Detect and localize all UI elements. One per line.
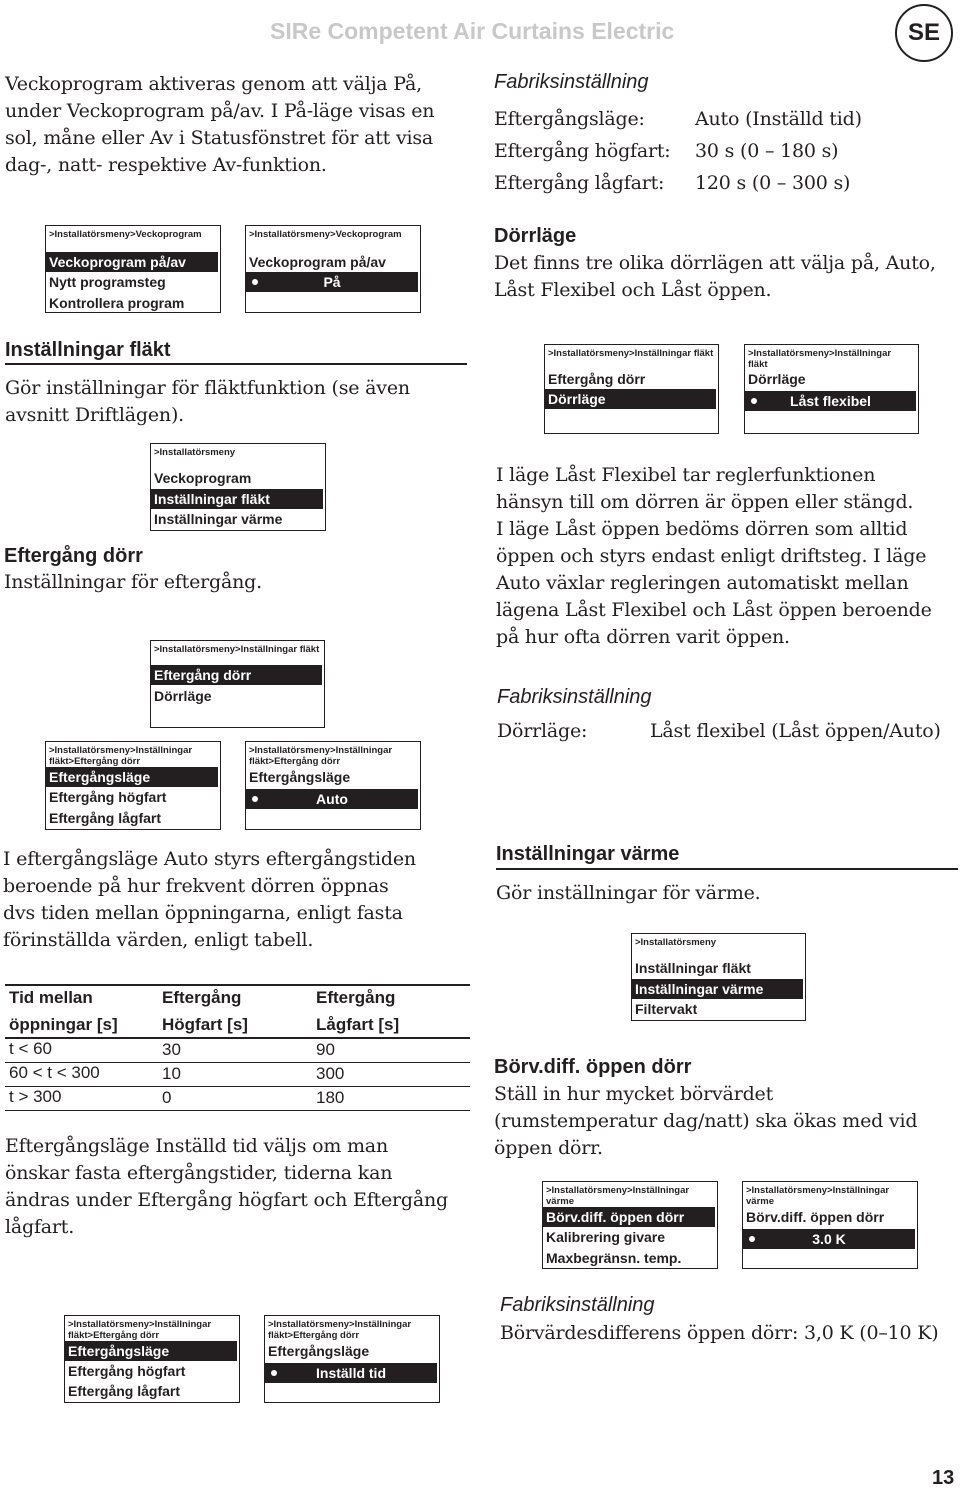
display-screen-door-delay-2 (64, 1315, 240, 1403)
menu-path: >Installatörsmeny>Inställningar (249, 745, 393, 756)
menu-path: >Installatörsmeny>Inställningar (746, 1185, 890, 1196)
factory-label: Eftergångsläge: (494, 108, 645, 130)
menu-value-selected[interactable] (246, 789, 418, 809)
table-row-rule (5, 1086, 470, 1087)
bullet-icon (751, 398, 757, 404)
section-rule (496, 868, 958, 870)
door-mode-desc-line: hänsyn till om dörren är öppen eller stängd. (496, 491, 914, 513)
menu-item-selected[interactable]: Dörrläge (545, 389, 716, 409)
menu-item[interactable]: Eftergång högfart (49, 789, 167, 805)
door-delay-heading: Eftergång dörr (4, 545, 143, 567)
menu-item-selected[interactable]: Eftergång dörr (151, 665, 322, 685)
auto-mode-line: I eftergångsläge Auto styrs eftergångstiden (3, 848, 416, 870)
menu-path: >Installatörsmeny>Inställningar fläkt (548, 348, 714, 359)
menu-item-selected[interactable]: Eftergångsläge (65, 1341, 237, 1361)
menu-value-selected[interactable] (745, 391, 916, 411)
display-screen-door-mode (744, 344, 919, 434)
menu-item-selected[interactable]: Börv.diff. öppen dörr (543, 1207, 715, 1227)
door-mode-line: Det finns tre olika dörrlägen att välja på, Auto, (494, 252, 936, 274)
menu-item-selected[interactable]: Veckoprogram på/av (46, 252, 218, 272)
intro-line: sol, måne eller Av i Statusfönstret för att visa (5, 127, 434, 149)
menu-path: >Installatörsmeny (154, 447, 236, 458)
door-mode-desc-line: Auto växlar regleringen automatiskt mellan (496, 572, 909, 594)
menu-path-cont: värme (546, 1196, 574, 1207)
door-mode-heading: Dörrläge (494, 225, 577, 247)
setpoint-heading: Börv.diff. öppen dörr (494, 1056, 692, 1078)
section-rule (5, 363, 467, 365)
bullet-icon (749, 1236, 755, 1242)
factory-door-mode-value: Låst flexibel (Låst öppen/Auto) (650, 720, 941, 742)
menu-value-label: 3.0 K (812, 1231, 846, 1247)
table-cell: 10 (162, 1064, 181, 1083)
menu-title: Eftergångsläge (249, 769, 351, 785)
menu-value-label: På (323, 274, 341, 290)
menu-path-cont: fläkt>Eftergång dörr (268, 1330, 360, 1341)
heat-settings-heading: Inställningar värme (496, 843, 680, 865)
menu-value-label: Låst flexibel (790, 393, 871, 409)
display-screen-weekly-program (45, 225, 221, 313)
menu-item-selected[interactable]: Inställningar värme (632, 979, 803, 999)
menu-value-label: Inställd tid (316, 1365, 386, 1381)
bullet-icon (271, 1370, 277, 1376)
menu-title: Dörrläge (748, 371, 806, 387)
factory-value: 30 s (0 – 180 s) (695, 140, 839, 162)
door-mode-desc-line: lägena Låst Flexibel och Låst öppen beroende (496, 599, 932, 621)
intro-line: under Veckoprogram på/av. I På-läge visas en (5, 100, 435, 122)
display-screen-door-delay (45, 741, 221, 830)
door-mode-desc-line: I läge Låst öppen bedöms dörren som alltid (496, 518, 908, 540)
menu-value-selected[interactable] (743, 1229, 915, 1249)
table-header-cell: Högfart [s] (162, 1015, 248, 1034)
setpoint-line: öppen dörr. (494, 1137, 603, 1159)
menu-item[interactable]: Inställningar värme (154, 511, 283, 527)
menu-item[interactable]: Eftergång högfart (68, 1363, 186, 1379)
menu-item-selected[interactable]: Eftergångsläge (46, 767, 218, 787)
factory-setting-values (695, 103, 862, 199)
display-screen-installer-menu (150, 443, 326, 531)
setpoint-line: Ställ in hur mycket börvärdet (494, 1083, 774, 1105)
table-header-cell: Eftergång (162, 988, 242, 1007)
menu-item[interactable]: Kalibrering givare (546, 1229, 666, 1245)
display-screen-fan-settings (544, 344, 719, 434)
set-time-line: önskar fasta eftergångstider, tiderna kan (5, 1162, 393, 1184)
display-screen-heat-settings (542, 1181, 718, 1269)
factory-value: 120 s (0 – 300 s) (695, 172, 851, 194)
intro-line: dag-, natt- respektive Av-funktion. (5, 154, 327, 176)
display-screen-delay-mode-auto (245, 741, 421, 830)
factory-setting-labels (494, 103, 671, 199)
auto-mode-paragraph (3, 846, 416, 954)
door-mode-desc-line: på hur ofta dörren varit öppen. (496, 626, 790, 648)
fan-settings-heading: Inställningar fläkt (5, 339, 171, 361)
menu-path: >Installatörsmeny>Inställningar fläkt (154, 644, 320, 655)
display-screen-fan-settings-2 (150, 640, 325, 728)
set-time-line: lågfart. (5, 1216, 75, 1238)
auto-mode-line: beroende på hur frekvent dörren öppnas (3, 875, 389, 897)
menu-path-cont: värme (746, 1196, 774, 1207)
bullet-icon (252, 796, 258, 802)
auto-mode-line: dvs tiden mellan öppningarna, enligt fasta (3, 902, 403, 924)
document-header-title: SIRe Competent Air Curtains Electric (270, 18, 675, 44)
table-header-cell: öppningar [s] (9, 1015, 118, 1034)
factory-setpoint-text: Börvärdesdifferens öppen dörr: 3,0 K (0–10 K) (500, 1322, 939, 1344)
door-mode-paragraph (494, 250, 936, 304)
table-cell: 0 (162, 1088, 172, 1107)
table-cell: 60 < t < 300 (9, 1063, 100, 1082)
table-cell: 180 (316, 1088, 345, 1107)
table-cell: 90 (316, 1040, 335, 1059)
intro-line: Veckoprogram aktiveras genom att välja På, (5, 73, 422, 95)
table-cell: t < 60 (9, 1039, 53, 1058)
fan-settings-line: avsnitt Driftlägen). (5, 404, 184, 426)
door-delay-text: Inställningar för eftergång. (4, 571, 262, 593)
menu-value-selected[interactable] (265, 1363, 437, 1383)
display-screen-installer-menu-2 (631, 933, 806, 1021)
menu-title: Börv.diff. öppen dörr (746, 1209, 885, 1225)
menu-item[interactable]: Eftergång lågfart (68, 1383, 181, 1399)
menu-path: >Installatörsmeny (635, 937, 717, 948)
menu-item[interactable]: Dörrläge (154, 688, 212, 704)
factory-label: Eftergång lågfart: (494, 172, 665, 194)
factory-door-mode-label: Dörrläge: (497, 720, 588, 742)
setpoint-line: (rumstemperatur dag/natt) ska ökas med vid (494, 1110, 918, 1132)
setpoint-paragraph (494, 1081, 917, 1162)
menu-item[interactable]: Veckoprogram (154, 470, 252, 486)
menu-item[interactable]: Kontrollera program (49, 295, 185, 311)
menu-item[interactable]: Nytt programsteg (49, 274, 166, 290)
table-rule-header (5, 1037, 470, 1039)
factory-setting-heading: Fabriksinställning (494, 71, 649, 93)
language-badge: SE (895, 4, 953, 62)
menu-title: Veckoprogram på/av (249, 254, 386, 270)
door-mode-line: Låst Flexibel och Låst öppen. (494, 279, 772, 301)
table-rule-top (5, 984, 470, 986)
table-cell: 300 (316, 1064, 345, 1083)
display-screen-weekly-onoff (245, 225, 421, 313)
heat-settings-text: Gör inställningar för värme. (496, 882, 761, 904)
table-header-cell: Tid mellan (9, 988, 93, 1007)
menu-value-selected[interactable] (246, 272, 418, 292)
display-screen-setpoint-value (742, 1181, 918, 1269)
menu-path-cont: fläkt>Eftergång dörr (68, 1330, 160, 1341)
factory-value: Auto (Inställd tid) (695, 108, 862, 130)
menu-path: >Installatörsmeny>Inställningar (68, 1319, 212, 1330)
menu-value-label: Auto (316, 791, 348, 807)
menu-title: Eftergångsläge (268, 1343, 370, 1359)
set-time-line: ändras under Eftergång högfart och Eftergång (5, 1189, 448, 1211)
door-mode-desc-line: I läge Låst Flexibel tar reglerfunktionen (496, 464, 876, 486)
menu-item[interactable]: Inställningar fläkt (635, 960, 751, 976)
set-time-line: Eftergångsläge Inställd tid väljs om man (5, 1135, 388, 1157)
bullet-icon (252, 279, 258, 285)
menu-path: >Installatörsmeny>Veckoprogram (249, 229, 402, 240)
menu-path-cont: fläkt (748, 359, 768, 370)
factory-setting-heading: Fabriksinställning (497, 686, 652, 708)
menu-path: >Installatörsmeny>Veckoprogram (49, 229, 202, 240)
menu-path: >Installatörsmeny>Inställningar (748, 348, 892, 359)
table-header-cell: Lågfart [s] (316, 1015, 400, 1034)
page-number: 13 (932, 1467, 955, 1489)
auto-mode-line: förinställda värden, enligt tabell. (3, 929, 314, 951)
menu-item-selected[interactable]: Inställningar fläkt (151, 489, 323, 509)
menu-path: >Installatörsmeny>Inställningar (49, 745, 193, 756)
intro-paragraph (5, 71, 434, 179)
fan-settings-line: Gör inställningar för fläktfunktion (se även (5, 377, 410, 399)
menu-path: >Installatörsmeny>Inställningar (268, 1319, 412, 1330)
menu-path: >Installatörsmeny>Inställningar (546, 1185, 690, 1196)
factory-setting-heading: Fabriksinställning (500, 1294, 655, 1316)
door-mode-description (496, 462, 932, 651)
door-mode-desc-line: öppen och styrs endast enligt driftsteg. I läge (496, 545, 927, 567)
set-time-paragraph (5, 1133, 448, 1241)
menu-path-cont: fläkt>Eftergång dörr (249, 756, 341, 767)
table-header-cell: Eftergång (316, 988, 396, 1007)
menu-item[interactable]: Eftergång lågfart (49, 810, 162, 826)
factory-label: Eftergång högfart: (494, 140, 671, 162)
display-screen-delay-mode-set-time (264, 1315, 440, 1403)
menu-item[interactable]: Filtervakt (635, 1001, 698, 1017)
table-cell: 30 (162, 1040, 181, 1059)
fan-settings-paragraph (5, 375, 410, 429)
menu-item[interactable]: Maxbegränsn. temp. (546, 1250, 682, 1266)
menu-item[interactable]: Eftergång dörr (548, 371, 646, 387)
menu-path-cont: fläkt>Eftergång dörr (49, 756, 141, 767)
table-cell: t > 300 (9, 1087, 62, 1106)
table-rule-bottom (5, 1110, 470, 1111)
